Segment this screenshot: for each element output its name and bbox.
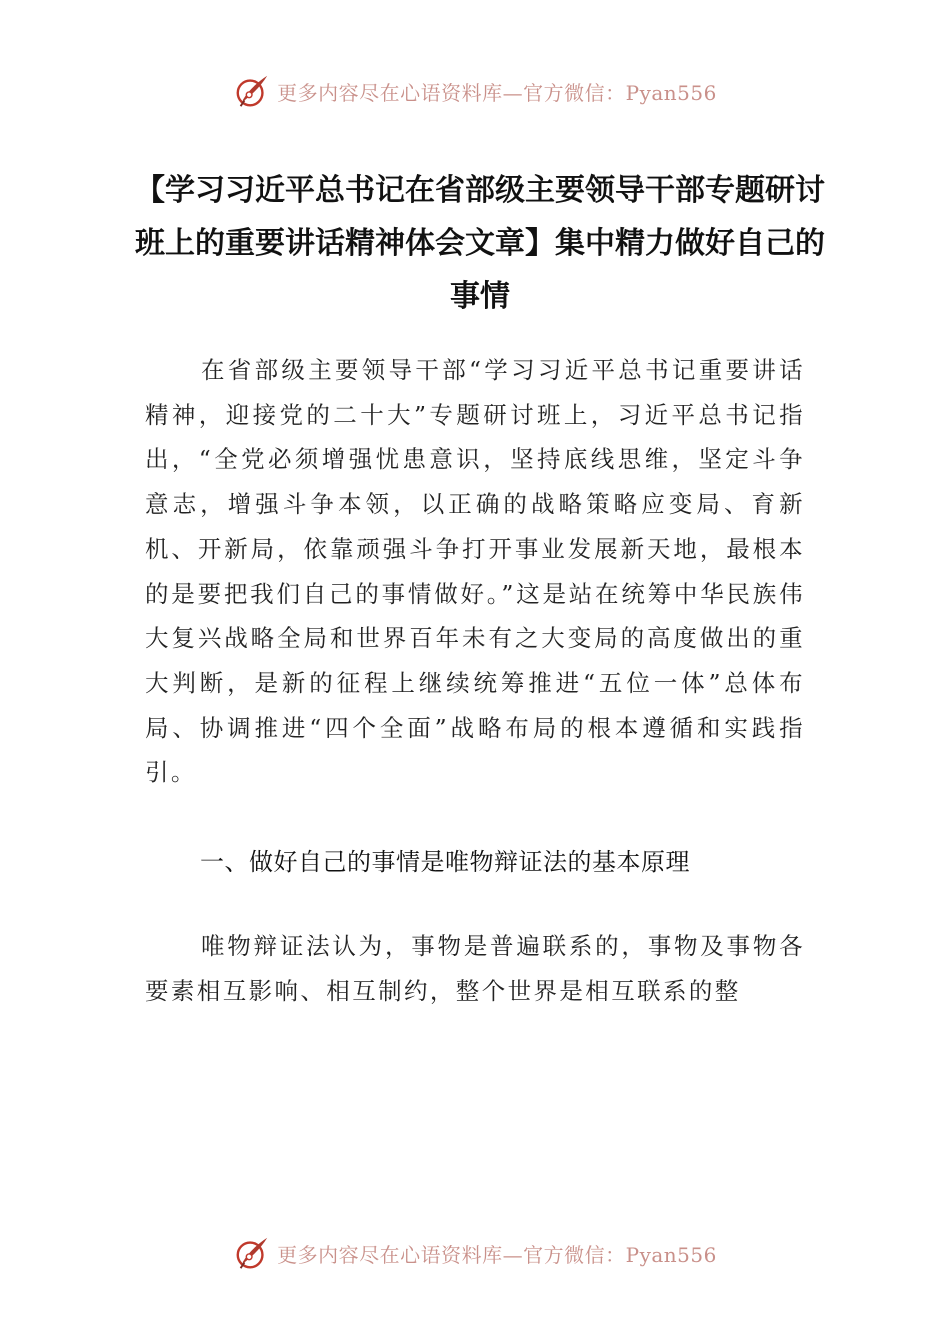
watermark-text: 更多内容尽在心语资料库—官方微信：Pyan556 bbox=[277, 80, 717, 105]
header-watermark bbox=[0, 72, 950, 110]
quill-pen-logo-icon bbox=[233, 72, 271, 110]
body-paragraph: 唯物辩证法认为，事物是普遍联系的，事物及事物各要素相互影响、相互制约，整个世界是相互联系的整 bbox=[145, 932, 805, 1005]
footer-watermark bbox=[0, 1234, 950, 1272]
watermark-text: 更多内容尽在心语资料库—官方微信：Pyan556 bbox=[277, 1242, 717, 1267]
section-heading: 一、做好自己的事情是唯物辩证法的基本原理 bbox=[200, 848, 690, 876]
quill-pen-logo-icon bbox=[233, 1234, 271, 1272]
document-title: 【学习习近平总书记在省部级主要领导干部专题研讨班上的重要讲话精神体会文章】集中精力做好自己的事情 bbox=[135, 173, 825, 314]
body-paragraph: 在省部级主要领导干部“学习习近平总书记重要讲话精神，迎接党的二十大”专题研讨班上，习近平总书记指出，“全党必须增强忧患意识，坚持底线思维，坚定斗争意志，增强斗争本领，以正确的战略策略应变局、育新机、开新局，依靠顽强斗争打开事业发展新天地，最根本的是要把我们自己的事情做好。”这是站在统筹中华民族伟大复兴战略全局和世界百年未有之大变局的高度做出的重大判断，是新的征程上继续统筹推进“五位一体”总体布局、协调推进“四个全面”战略布局的根本遵循和实践指引。 bbox=[145, 356, 805, 787]
